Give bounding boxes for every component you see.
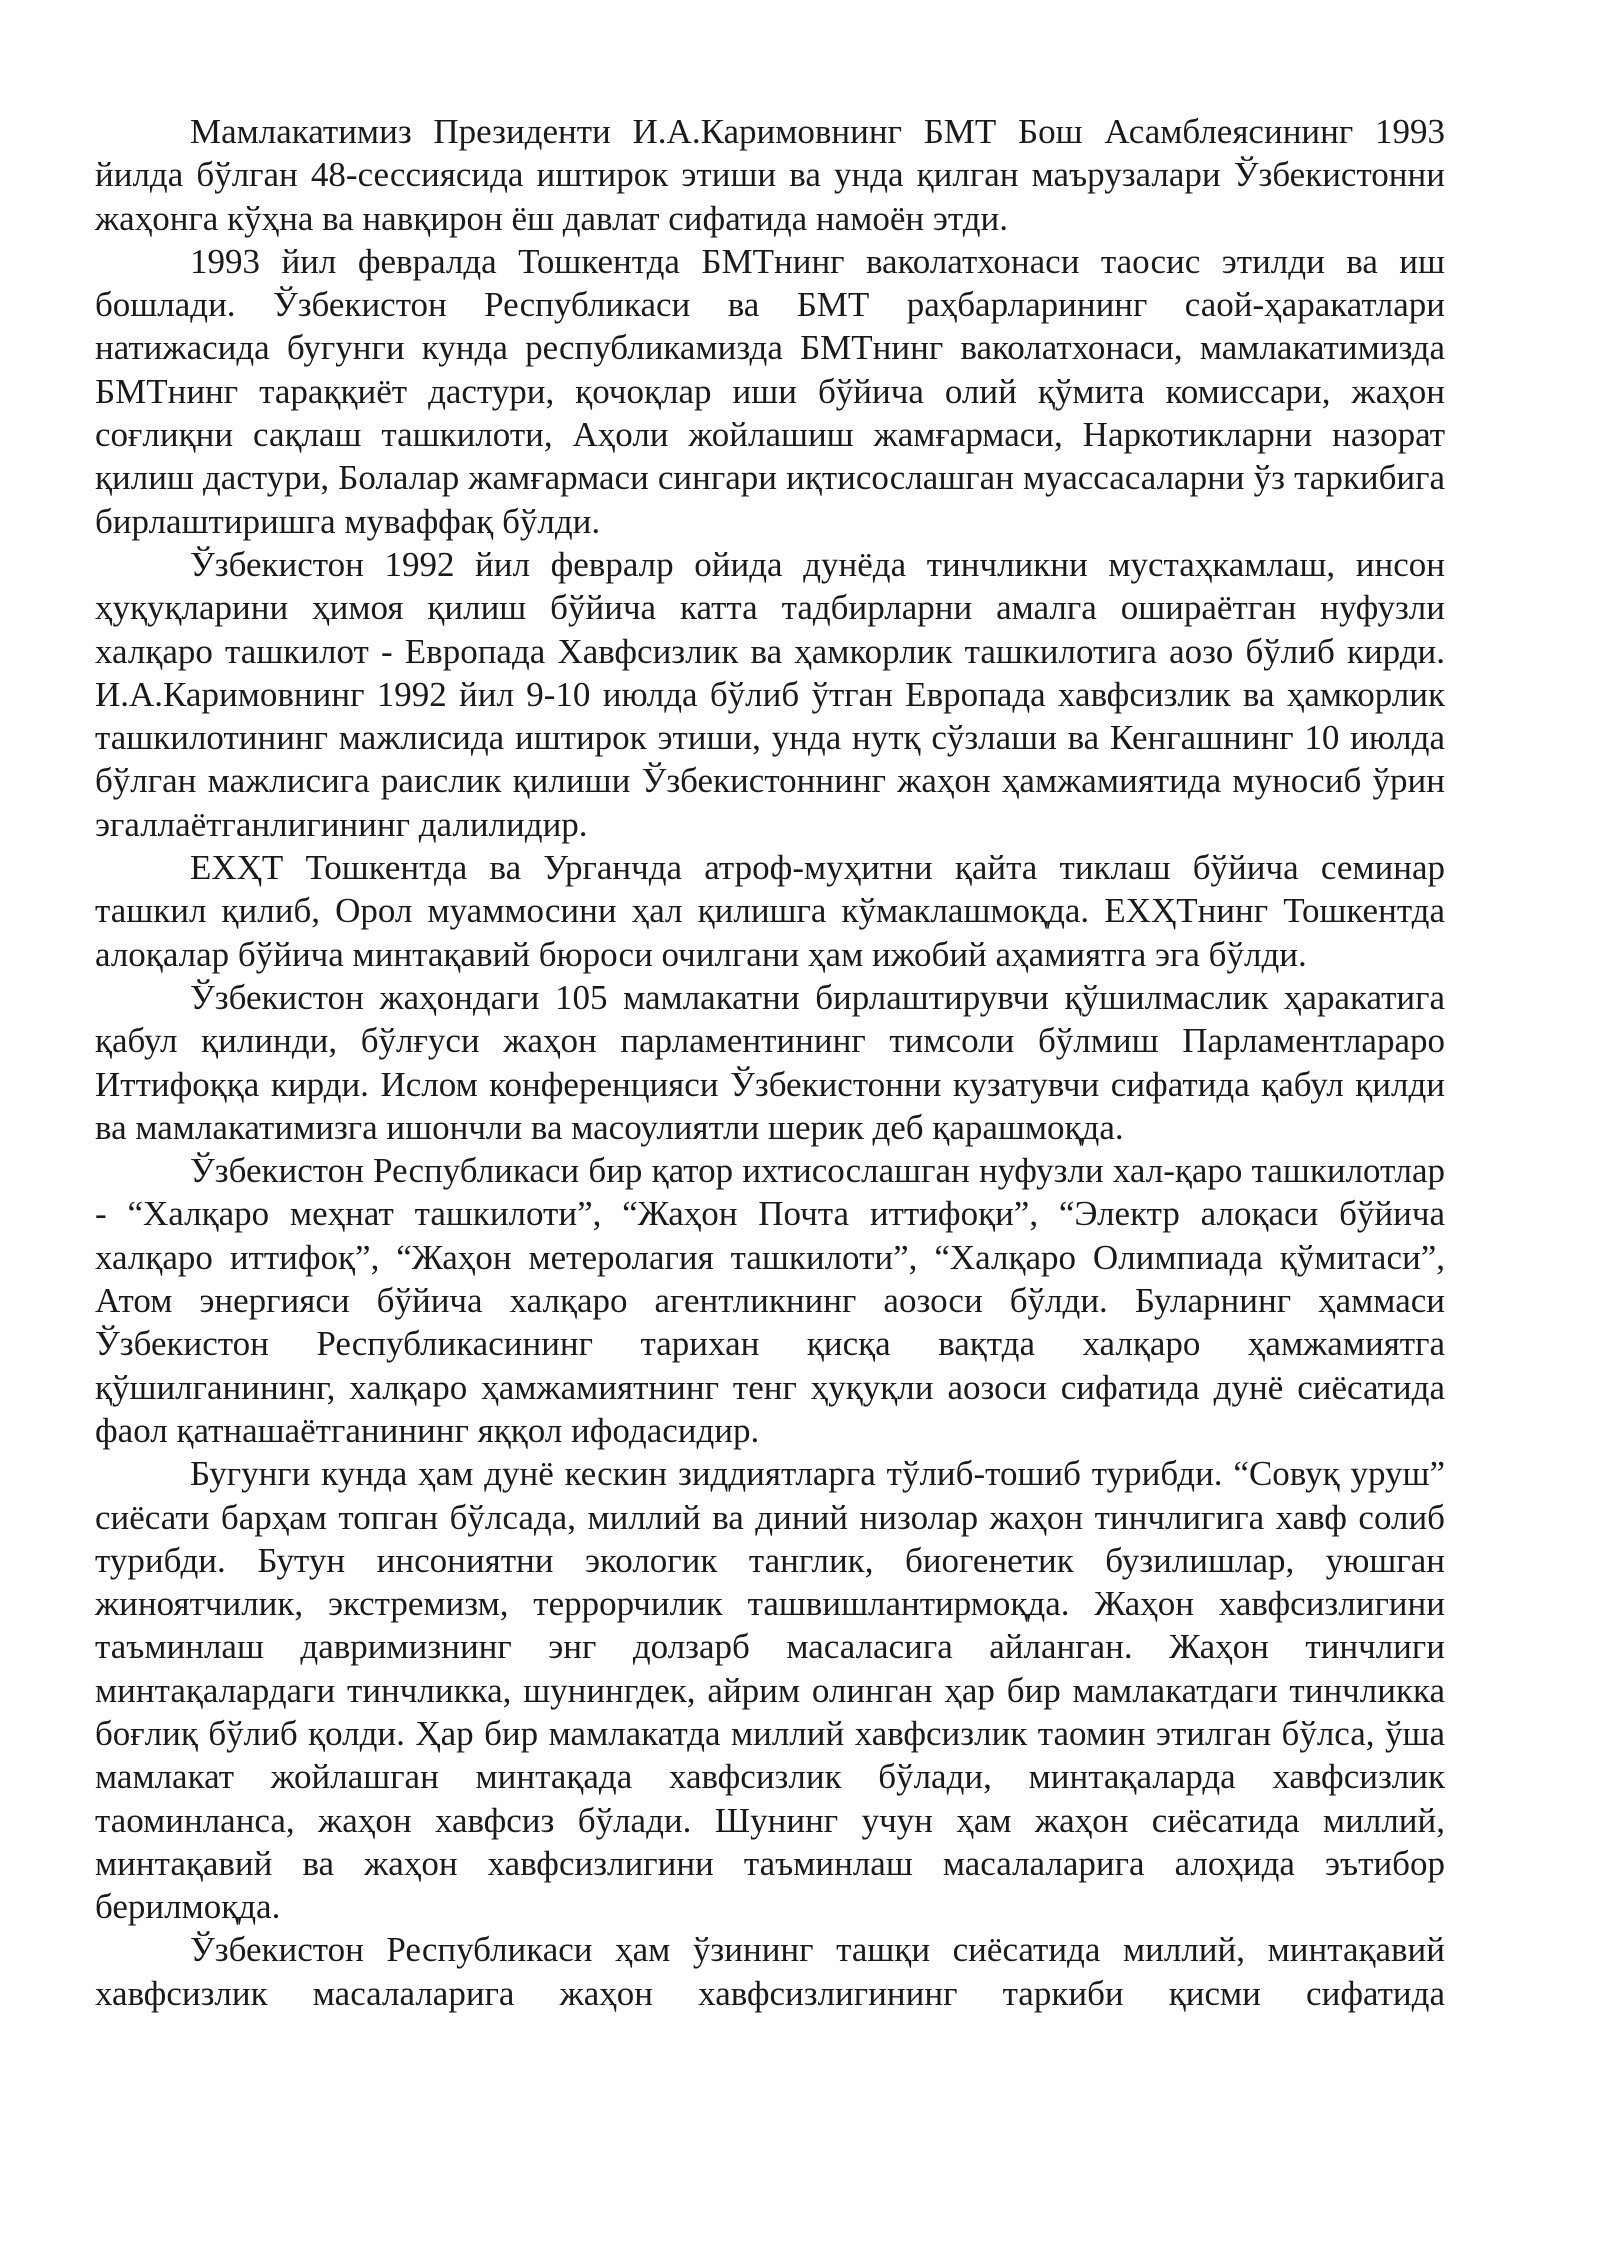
paragraph-6: Ўзбекистон Республикаси бир қатор ихтисослашган нуфузли хал-қаро ташкилотлар - “Халқаро меҳнат ташкилоти”, “Жаҳон Почта иттифоқи”, “Электр алоқаси бўйича халқаро иттифоқ”, “Жаҳон метеролагия ташкилоти”, “Халқаро Олимпиада қўмитаси”, Атом энергияси бўйича халқаро агентликнинг аозоси бўлди. Буларнинг ҳаммаси Ўзбекистон Республикасининг тарихан қисқа вақтда халқаро ҳамжамиятга қўшилганининг, халқаро ҳамжамиятнинг тенг ҳуқуқли аозоси сифатида дунё сиёсатида фаол қатнашаётганининг яққол ифодасидир. [95,1151,1445,1450]
paragraph-3: Ўзбекистон 1992 йил февралр ойида дунёда тинчликни мустаҳкамлаш, инсон ҳуқуқларини ҳимоя қилиш бўйича катта тадбирларни амалга ошираётган нуфузли халқаро ташкилот - Европада Хавфсизлик ва ҳамкорлик ташкилотига аозо бўлиб кирди. И.А.Каримовнинг 1992 йил 9-10 июлда бўлиб ўтган Европада хавфсизлик ва ҳамкорлик ташкилотининг мажлисида иштирок этиши, унда нутқ сўзлаши ва Кенгашнинг 10 июлда бўлган мажлисига раислик қилиши Ўзбекистоннинг жаҳон ҳамжамиятида муносиб ўрин эгаллаётганлигининг далилидир. [95,544,1445,844]
paragraph-7: Бугунги кунда ҳам дунё кескин зиддиятларга тўлиб-тошиб турибди. “Совуқ уруш” сиёсати барҳам топган бўлсада, миллий ва диний низолар жаҳон тинчлигига хавф солиб турибди. Бутун инсониятни экологик танглик, биогенетик бузилишлар, уюшган жиноятчилик, экстремизм, террорчилик ташвишлантирмоқда. Жаҳон хавфсизлигини таъминлаш давримизнинг энг долзарб масаласига айланган. Жаҳон тинчлиги минтақалардаги тинчликка, шунингдек, айрим олинган ҳар бир мамлакатдаги тинчликка боғлиқ бўлиб қолди. Ҳар бир мамлакатда миллий хавфсизлик таомин этилган бўлса, ўша мамлакат жойлашган минтақада хавфсизлик бўлади, минтақаларда хавфсизлик таоминланса, жаҳон хавфсиз бўлади. Шунинг учун ҳам жаҳон сиёсатида миллий, минтақавий ва жаҳон хавфсизлигини таъминлаш масалаларига алоҳида эътибор берилмоқда. [95,1454,1445,1927]
paragraph-2: 1993 йил февралда Тошкентда БМТнинг ваколатхонаси таосис этилди ва иш бошлади. Ўзбекистон Республикаси ва БМТ раҳбарларининг саой-ҳаракатлари натижасида бугунги кунда республикамизда БМТнинг ваколатхонаси, мамлакатимизда БМТнинг тараққиёт дастури, қочоқлар иши бўйича олий қўмита комиссари, жаҳон соғлиқни сақлаш ташкилоти, Аҳоли жойлашиш жамғармаси, Наркотикларни назорат қилиш дастури, Болалар жамғармаси сингари иқтисослашган муассасаларни ўз таркибига бирлаштиришга муваффақ бўлди. [95,241,1445,541]
paragraph-8: Ўзбекистон Республикаси ҳам ўзининг ташқи сиёсатида миллий, минтақавий хавфсизлик масалаларига жаҳон хавфсизлигининг таркиби қисми сифатида [95,1930,1445,2013]
paragraph-1: Мамлакатимиз Президенти И.А.Каримовнинг БМТ Бош Асамблеясининг 1993 йилда бўлган 48-сессиясида иштирок этиши ва унда қилган маърузалари Ўзбекистонни жаҳонга кўҳна ва навқирон ёш давлат сифатида намоён этди. [95,112,1445,238]
document-body [95,110,1445,2015]
paragraph-4: ЕХҲТ Тошкентда ва Урганчда атроф-муҳитни қайта тиклаш бўйича семинар ташкил қилиб, Орол муаммосини ҳал қилишга кўмаклашмоқда. ЕХҲТнинг Тошкентда алоқалар бўйича минтақавий бюроси очилгани ҳам ижобий аҳамиятга эга бўлди. [95,848,1445,974]
paragraph-5: Ўзбекистон жаҳондаги 105 мамлакатни бирлаштирувчи қўшилмаслик ҳаракатига қабул қилинди, бўлғуси жаҳон парламентининг тимсоли бўлмиш Парламентлараро Иттифоққа кирди. Ислом конференцияси Ўзбекистонни кузатувчи сифатида қабул қилди ва мамлакатимизга ишончли ва масоулиятли шерик деб қарашмоқда. [95,977,1445,1147]
